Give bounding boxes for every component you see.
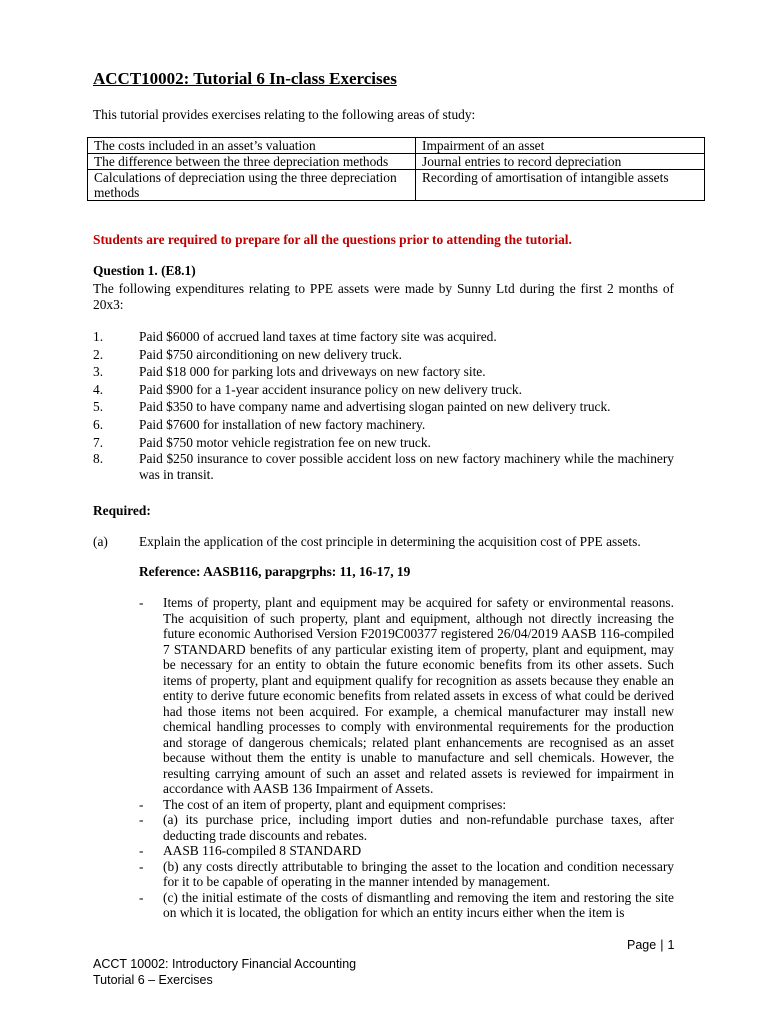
question-text: The following expenditures relating to PPE assets were made by Sunny Ltd during the first 2 months of 20x3: — [93, 281, 674, 312]
item-number: 1. — [93, 329, 104, 344]
table-cell: Calculations of depreciation using the three depreciation methods — [88, 170, 416, 201]
part-a-text: Explain the application of the cost principle in determining the acquisition cost of PPE assets. — [139, 534, 641, 549]
table-cell: Impairment of an asset — [416, 138, 705, 154]
page-value: 1 — [667, 938, 675, 952]
bullet-item: - AASB 116-compiled 8 STANDARD — [139, 843, 362, 858]
document-title: ACCT10002: Tutorial 6 In-class Exercises — [93, 69, 397, 88]
list-item — [93, 363, 674, 381]
bullet-text: AASB 116-compiled 8 STANDARD — [163, 843, 362, 858]
item-number: 5. — [93, 399, 104, 415]
item-text: Paid $350 to have company name and advertising slogan painted on new delivery truck. — [139, 399, 611, 415]
item-text: Paid $6000 of accrued land taxes at time factory site was acquired. — [139, 329, 497, 344]
item-text: Paid $18 000 for parking lots and driveways on new factory site. — [139, 364, 486, 380]
table-cell: Recording of amortisation of intangible assets — [416, 170, 705, 201]
item-number: 7. — [93, 434, 104, 450]
item-number: 6. — [93, 416, 104, 432]
item-text: Paid $7600 for installation of new factory machinery. — [139, 416, 426, 432]
bullet-item: - (b) any costs directly attributable to bringing the asset to the location and condition necessary for it to be capable of operating in the manner intended by management. — [139, 858, 674, 889]
table-row — [88, 154, 705, 170]
table-cell: The difference between the three depreciation methods — [88, 154, 416, 170]
item-text: Paid $750 motor vehicle registration fee on new truck. — [139, 434, 431, 450]
list-item — [93, 381, 674, 399]
table-cell: Journal entries to record depreciation — [416, 154, 705, 170]
page-footer — [93, 956, 356, 988]
bullet-text: The cost of an item of property, plant and equipment comprises: — [163, 796, 507, 812]
table-cell: The costs included in an asset’s valuation — [88, 138, 416, 154]
bullet-item: - The cost of an item of property, plant and equipment comprises: — [139, 796, 507, 812]
question-heading: Question 1. (E8.1) — [93, 263, 196, 278]
study-areas-table — [87, 137, 705, 201]
item-number: 8. — [93, 451, 104, 467]
item-number: 4. — [93, 381, 104, 397]
reference-line: Reference: AASB116, parapgrphs: 11, 16-17, 19 — [139, 564, 411, 579]
table-row — [88, 170, 705, 201]
item-number: 3. — [93, 364, 104, 380]
footer-tutorial: Tutorial 6 – Exercises — [93, 973, 213, 987]
bullet-text: (a) its purchase price, including import duties and non-refundable purchase taxes, after deducting trade discounts and rebates. — [163, 812, 674, 843]
expenditure-list — [93, 328, 674, 483]
bullet-item: - Items of property, plant and equipment may be acquired for safety or environmental reasons. The acquisition of such property, plant and equipment, although not directly increasing the future economic Authorised Version F2019C00377 registered 26/04/2019 AASB 116-compiled 7 STANDARD benefits of any particular existing item of property, plant and equipment, may be necessary for an entity to obtain the future economic benefits from its other assets. Such items of property, plant and equipment qualify for recognition as assets because they enable an entity to derive future economic benefits from related assets in excess of what could be derived had those items not been acquired. For example, a chemical manufacturer may install new chemical handling processes to comply with environmental requirements for the production and storage of dangerous chemicals; related plant enhancements are recognised as an asset because without them the entity is unable to manufacture and sell chemicals. However, the resulting carrying amount of such an asset and related assets is reviewed for impairment in accordance with AASB 136 Impairment of Assets. — [139, 595, 674, 796]
bullet-item: - (c) the initial estimate of the costs of dismantling and removing the item and restoring the site on which it is located, the obligation for which an entity incurs either when the item is — [139, 889, 674, 920]
list-item — [93, 398, 674, 416]
item-number: 2. — [93, 346, 104, 362]
list-item — [93, 328, 674, 346]
page-label: Page — [627, 938, 657, 952]
bullet-text: Items of property, plant and equipment may be acquired for safety or environmental reasons. The acquisition of such property, plant and equipment, although not directly increasing the future economic Authorised Version F2019C00377 registered 26/04/2019 AASB 116-compiled 7 STANDARD benefits of any particular existing item of property, plant and equipment, may be necessary for an entity to obtain the future economic benefits from its other assets. Such items of property, plant and equipment qualify for recognition as assets because they enable an entity to derive future economic benefits from related assets in excess of what could be derived had those items not been acquired. For example, a chemical manufacturer may install new chemical handling processes to comply with environmental requirements for the production and storage of dangerous chemicals; related plant enhancements are recognised as an asset because without them the entity is unable to manufacture and sell chemicals. However, the resulting carrying amount of such an asset and related assets is reviewed for impairment in accordance with AASB 136 Impairment of Assets. — [163, 595, 674, 796]
page-separator: | — [660, 938, 664, 952]
part-a-label: (a) — [93, 534, 108, 549]
list-item — [93, 434, 674, 452]
preparation-notice: Students are required to prepare for all the questions prior to attending the tutorial. — [93, 232, 572, 247]
item-text: Paid $750 airconditioning on new delivery truck. — [139, 346, 402, 362]
list-item — [93, 451, 674, 483]
bullet-text: (b) any costs directly attributable to bringing the asset to the location and condition necessary for it to be capable of operating in the manner intended by management. — [163, 858, 674, 889]
page-number — [627, 938, 674, 952]
footer-course: ACCT 10002: Introductory Financial Accounting — [93, 957, 357, 971]
list-item — [93, 346, 674, 364]
bullet-text: (c) the initial estimate of the costs of dismantling and removing the item and restoring the site on which it is located, the obligation for which an entity incurs either when the item is — [163, 889, 674, 920]
item-text: Paid $900 for a 1-year accident insurance policy on new delivery truck. — [139, 381, 522, 397]
intro-text: This tutorial provides exercises relating to the following areas of study: — [93, 107, 476, 122]
item-text: Paid $250 insurance to cover possible accident loss on new factory machinery while the machinery was in transit. — [139, 451, 674, 483]
table-row — [88, 138, 705, 154]
list-item — [93, 416, 674, 434]
bullet-item: - (a) its purchase price, including import duties and non-refundable purchase taxes, after deducting trade discounts and rebates. — [139, 812, 674, 843]
answer-bullets — [139, 595, 674, 921]
required-heading: Required: — [93, 503, 151, 518]
